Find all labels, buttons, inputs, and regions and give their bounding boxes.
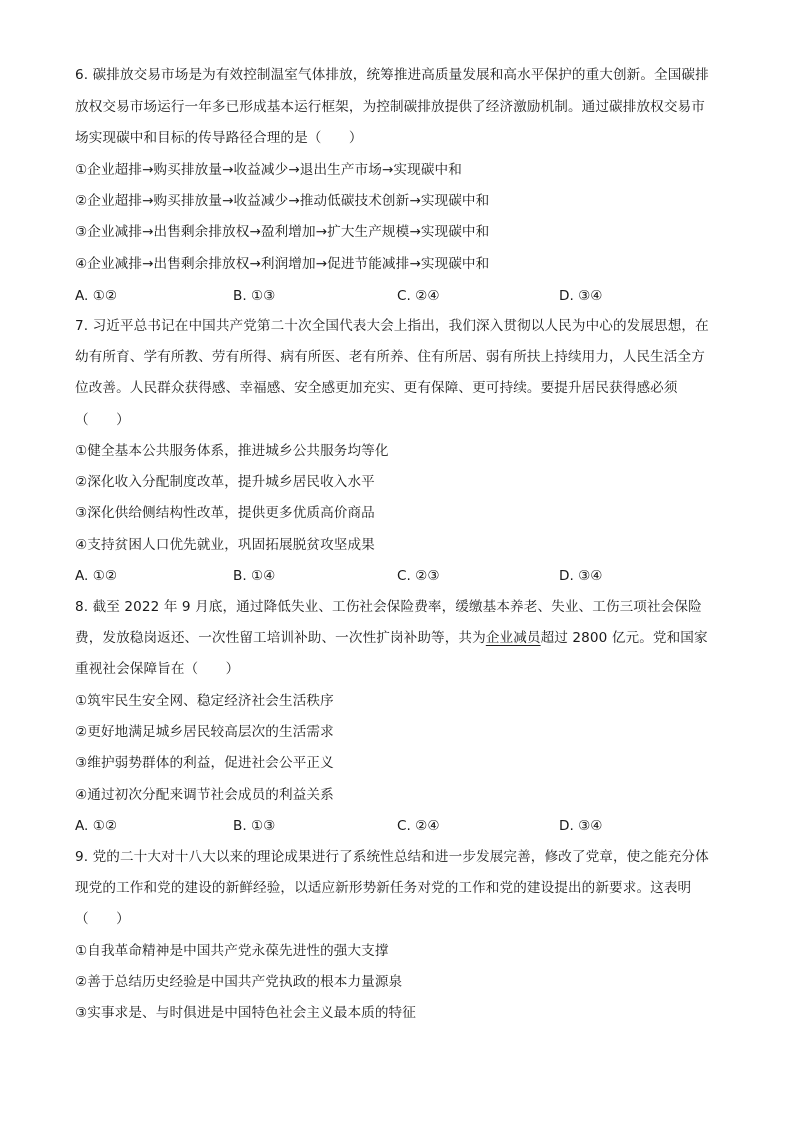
q8-option-c: C. ②④ (397, 818, 440, 834)
q6-option-a: A. ①② (75, 288, 118, 304)
q8-item-3: ③维护弱势群体的利益，促进社会公平正义 (75, 755, 334, 771)
q6-option-d: D. ③④ (559, 288, 603, 304)
q8-item-2: ②更好地满足城乡居民较高层次的生活需求 (75, 724, 334, 740)
q7-option-a: A. ①② (75, 568, 118, 584)
q8-stem-line-1: 8. 截至 2022 年 9 月底，通过降低失业、工伤社会保险费率，缓缴基本养老、失业、工伤三项社会保险 (75, 599, 702, 615)
q8-item-4: ④通过初次分配来调节社会成员的利益关系 (75, 787, 334, 803)
q7-item-4: ④支持贫困人口优先就业，巩固拓展脱贫攻坚成果 (75, 537, 375, 553)
q9-stem-line-1: 9. 党的二十大对十八大以来的理论成果进行了系统性总结和进一步发展完善，修改了党章，使之能充分体 (75, 849, 709, 865)
q7-stem-line-3: 位改善。人民群众获得感、幸福感、安全感更加充实、更有保障、更可持续。要提升居民获得感必须 (75, 380, 678, 396)
q7-option-c: C. ②③ (397, 568, 440, 584)
q7-stem-line-2: 幼有所育、学有所教、劳有所得、病有所医、老有所养、住有所居、弱有所扶上持续用力，人民生活全方 (75, 349, 705, 365)
q8-option-d: D. ③④ (559, 818, 603, 834)
q6-item-3: ③企业减排→出售剩余排放权→盈利增加→扩大生产规模→实现碳中和 (75, 224, 490, 240)
q7-stem-line-4: （ ） (75, 412, 130, 428)
q7-item-3: ③深化供给侧结构性改革，提供更多优质高价商品 (75, 505, 375, 521)
q9-item-1: ①自我革命精神是中国共产党永葆先进性的强大支撑 (75, 943, 389, 959)
q8-stem-line-2-pre: 费，发放稳岗返还、一次性留工培训补助、一次性扩岗补助等，共为 (75, 630, 486, 646)
q6-stem-line-1: 6. 碳排放交易市场是为有效控制温室气体排放，统筹推进高质量发展和高水平保护的重大创新。全国碳排 (75, 67, 709, 83)
q6-item-2: ②企业超排→购买排放量→收益减少→推动低碳技术创新→实现碳中和 (75, 193, 490, 209)
q6-item-1: ①企业超排→购买排放量→收益减少→退出生产市场→实现碳中和 (75, 162, 462, 178)
q6-stem-line-3: 场实现碳中和目标的传导路径合理的是（ ） (75, 130, 363, 146)
q8-option-a: A. ①② (75, 818, 118, 834)
q9-stem-line-2: 现党的工作和党的建设的新鲜经验，以适应新形势新任务对党的工作和党的建设提出的新要求。这表明 (75, 880, 692, 896)
q8-option-b: B. ①③ (233, 818, 276, 834)
q7-item-1: ①健全基本公共服务体系，推进城乡公共服务均等化 (75, 443, 389, 459)
q9-item-3: ③实事求是、与时俱进是中国特色社会主义最本质的特征 (75, 1005, 416, 1021)
q7-option-b: B. ①④ (233, 568, 276, 584)
q9-stem-line-3: （ ） (75, 911, 130, 927)
q6-option-c: C. ②④ (397, 288, 440, 304)
q7-option-d: D. ③④ (559, 568, 603, 584)
q8-stem-line-3: 重视社会保障旨在（ ） (75, 661, 240, 677)
q9-item-2: ②善于总结历史经验是中国共产党执政的根本力量源泉 (75, 974, 403, 990)
q7-item-2: ②深化收入分配制度改革，提升城乡居民收入水平 (75, 474, 375, 490)
q8-underlined-term: 企业减员 (485, 630, 541, 646)
q7-stem-line-1: 7. 习近平总书记在中国共产党第二十次全国代表大会上指出，我们深入贯彻以人民为中心的发展思想，在 (75, 318, 709, 334)
q6-stem-line-2: 放权交易市场运行一年多已形成基本运行框架，为控制碳排放提供了经济激励机制。通过碳排放权交易市 (75, 99, 705, 115)
q8-item-1: ①筑牢民生安全网、稳定经济社会生活秩序 (75, 693, 334, 709)
q8-stem-line-2 (75, 628, 708, 648)
q6-option-b: B. ①③ (233, 288, 276, 304)
q8-stem-line-2-post: 超过 2800 亿元。党和国家 (540, 630, 708, 646)
q6-item-4: ④企业减排→出售剩余排放权→利润增加→促进节能减排→实现碳中和 (75, 256, 490, 272)
